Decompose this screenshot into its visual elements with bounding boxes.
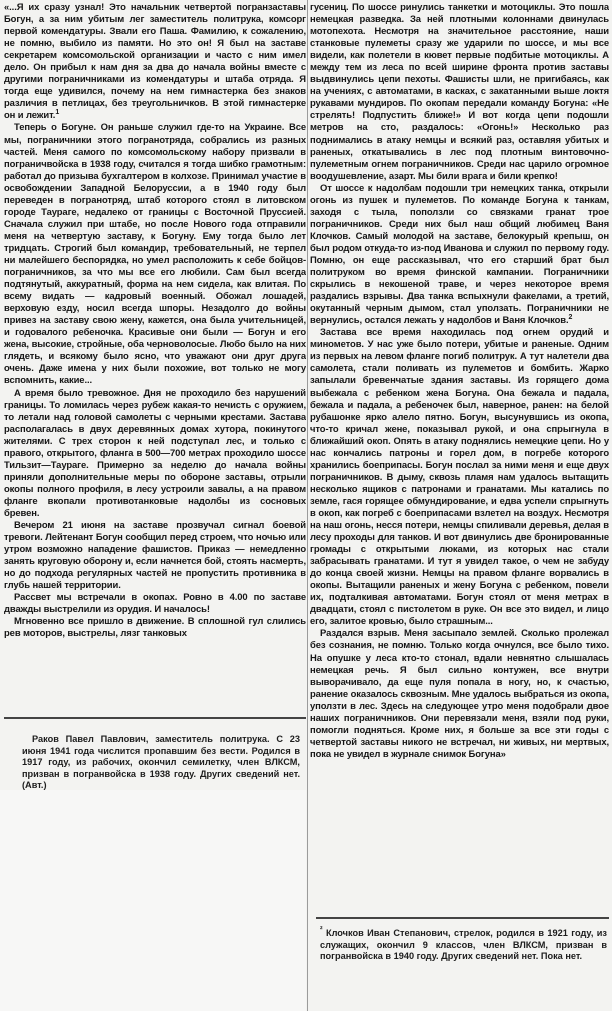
column-divider [307,0,308,1011]
paragraph: А время было тревожное. Дня не проходило без нарушений границы. То ломилась через рубеж какая-то нечисть с оружием, то летали над головой самолеты с черными крестами. Застава располагалась в двух деревянных домах хутора, покинутого жителями. С трех сторон к ней подступал лес, и только с правого, открытого, фланга в 500—700 метрах проходило шоссе Тильзит—Таураге. Примерно за неделю до начала войны приняли дополнительные меры по обороне заставы, отрыли окопы полного профиля, в лесу устроили завалы, а на правом фланге вкопали противотанковые надолбы из сосновых бревен. [4,387,306,519]
paragraph: «...Я их сразу узнал! Это начальник четвертой погранзаставы Богун, а за ним убитым лег заместитель политрука, комсорг первой комендатуры. Звали его Паша. Фамилию, к сожалению, не помню, выбило из памяти. Но это он! Я был на заставе секретарем комсомольской организации и часто с ним имел дело. Он прибыл к нам дня за два до начала войны вместе с другими пограничниками из комендатуры и штаба отряда. Я тогда еще удивился, почему на нем гимнастерка без знаков различия в петлицах, без треугольничков. В этой гимнастерке он и лежит.$^1$ [4,2,306,122]
footnote-rakov: Раков Павел Павлович, заместитель политрука. С 23 июня 1941 года числится пропавшим без вести. Родился в 1917 году, из рабочих, окончил семилетку, член ВЛКСМ, призван в погранвойска в 1938 году. Других сведений нет. (Авт.) [22,734,300,790]
footnote-klochkov: $^{^2}$ Клочков Иван Степанович, стрелок, родился в 1921 году, из служащих, окончил 9 классов, член ВЛКСМ, призван в погранвойска в 1940 году. Других сведений нет. Пока нет. [320,925,607,962]
paragraph: Застава все время находилась под огнем орудий и минометов. У нас уже было потери, убитые и раненые. Одним из первых на левом фланге погиб политрук. А тут налетели два самолета, стали поливать из пулеметов и бомбить. Жарко запылали бревенчатые здания заставы. Из горящего дома выбежала с ребенком жена Богуна. Она бежала и падала, бежала и падала, а ребеночек был, наверное, ранен: на белой рубашонке ярко алело пятно. Богун, высунувшись из окопа, что-то кричал жене, показывал рукой, и она спрыгнула в ближайший окоп. Опять в атаку поднялись немецкие цепи. Но у нас кончались патроны и горел дом, в погребе которого хранились боеприпасы. Богун послал за ними меня и еще двух пограничников. В дыму, сквозь пламя нам удалось вытащить несколько ящиков с патронами и гранатами. Мы катались по земле, гася горящее обмундирование, и едва успели спрыгнуть в окоп, как погреб с боеприпасами взлетел на воздух. Несмотря на наш огонь, несся потери, немцы спиливали деревья, делая в лесу проходы для танков. И вот двинулись две бронированные громады с открытыми люками, из которых нас стали забрасывать гранатами. И тут я увидел такое, о чем не забуду до конца своей жизни. Немцы на правом фланге ворвались в окопы. Вытащили раненых и жену Богуна с ребенком, повели их, подталкивая автоматами. Богун стоял от меня метрах в двадцати, стоял с пистолетом в руке. Он все это видел, и лицо его, залитое кровью, было страшным... [310,327,609,628]
paragraph: Теперь о Богуне. Он раньше служил где-то на Украине. Все мы, пограничники этого погранотряда, собрались из разных частей. Меня самого по комсомольскому набору призвали в пограничвойска в 1938 году, считался я тогда шибко грамотным: работал до призыва бухгалтером в колхозе. Принимал участие в освобождении Западной Белоруссии, а в 1940 году был переведен в погранотряд, штаб которого стоял в литовском городе Таураге, недалеко от границы с Восточной Пруссией. Сначала служил при штабе, но после Нового года отправили меня на четвертую заставу, к Богуну. Ему тогда было лет тридцать. Строгий был командир, требовательный, не терпел ни малейшего беспорядка, но умел расположить к себе бойцов-пограничников, за что мы все его любили. Сам был всегда подтянутый, аккуратный, форма на нем сидела, как влитая. По всему видать — кадровый военный. Обожал лошадей, верховую езду, носил всегда шпоры. Незадолго до войны привез на заставу свою жену, кажется, она была учительницей, и годовалого ребеночка. Красивые они были — Богун и его жена, высокие, стройные, оба черноволосые. Любо было на них глядеть, и всякому было ясно, что уважают они друг друга очень. Даже имена у них были похожие, вот только не могу вспомнить, какие... [4,122,306,387]
left-text-column [4,2,306,714]
footnote-rule [316,917,609,919]
footnote-ref: 1 [55,109,60,117]
footnote-rule [4,717,306,719]
paragraph: Рассвет мы встречали в окопах. Ровно в 4.00 по заставе дважды выстрелили из орудия. И началось! [4,592,306,616]
right-text-column [310,2,609,914]
footnote-marker: ² [320,925,323,934]
paragraph: Мгновенно все пришло в движение. В сплошной гул слились рев моторов, выстрелы, лязг танковых [4,616,306,640]
paragraph: гусениц. По шоссе ринулись танкетки и мотоциклы. Это пошла немецкая разведка. За ней плотными колоннами двинулась мотопехота. Несмотря на значительное расстояние, наши станковые пулеметы сразу же ударили по шоссе, и мы все видели, как полетели в кювет первые подбитые мотоциклы. А между тем из леса по всей ширине фронта против заставы выдвинулись цепи пехоты. Фашисты шли, не пригибаясь, как на учениях, с автоматами, в касках, с закатанными выше локтя рукавами мундиров. По окопам передали команду Богуна: «Не стрелять! Подпустить ближе!» И вот когда цепи подошли метров на сто, раздалось: «Огонь!» Несколько раз поднимались в атаку немцы и всякий раз, оставляя убитых и раненых, откатывались в лес под плотным винтовочно-пулеметным огнем пограничников. Среди нас царило огромное воодушевление, азарт. Мы били врага и били крепко! [310,2,609,182]
paragraph: Вечером 21 июня на заставе прозвучал сигнал боевой тревоги. Лейтенант Богун сообщил перед строем, что ночью или утром возможно нападение фашистов. Приказ — немедленно занять круговую оборону и, если начнется бой, стоять насмерть, но до подхода регулярных частей не пропустить противника в глубь нашей территории. [4,520,306,592]
footnote-ref: 2 [568,314,573,322]
blank-area [0,790,306,1011]
paragraph: Раздался взрыв. Меня засыпало землей. Сколько пролежал без сознания, не помню. Только когда очнулся, все было тихо. На опушке у леса кто-то стонал, вдали невнятно слышалась немецкая речь. Я был сильно контужен, все внутри выворачивало, да еще пуля попала в ногу, но, к счастью, ранение оказалось сквозным. Мне удалось выбраться из окопа, уползти в лес. Здесь на следующее утро меня подобрали двое наших пограничников. Они перевязали меня, взяли под руки, помогли подняться. Кроме них, я больше за все эти годы с четвертой заставы никого не встречал, ни живых, ни мертвых, пока не увидел в журнале снимок Богуна» [310,628,609,760]
paragraph: От шоссе к надолбам подошли три немецких танка, открыли огонь из пушек и пулеметов. По команде Богуна к танкам, заходя с тыла, поползли со связками гранат трое пограничников. Среди них был наш общий любимец Ваня Клочков. Самый молодой на заставе, белокурый крепыш, он был родом откуда-то из-под Иванова и служил по первому году. Помню, он еще рассказывал, что его старший брат был политруком во время финской кампании. Пограничники скрылись в некошеной траве, и через некоторое время раздались взрывы. Два танка вспыхнули факелами, а третий, окутанный черным дымом, стал уползать. Пограничники не вернулись, остался лежать у надолбов и Ваня Клочков.$^2$ [310,182,609,327]
